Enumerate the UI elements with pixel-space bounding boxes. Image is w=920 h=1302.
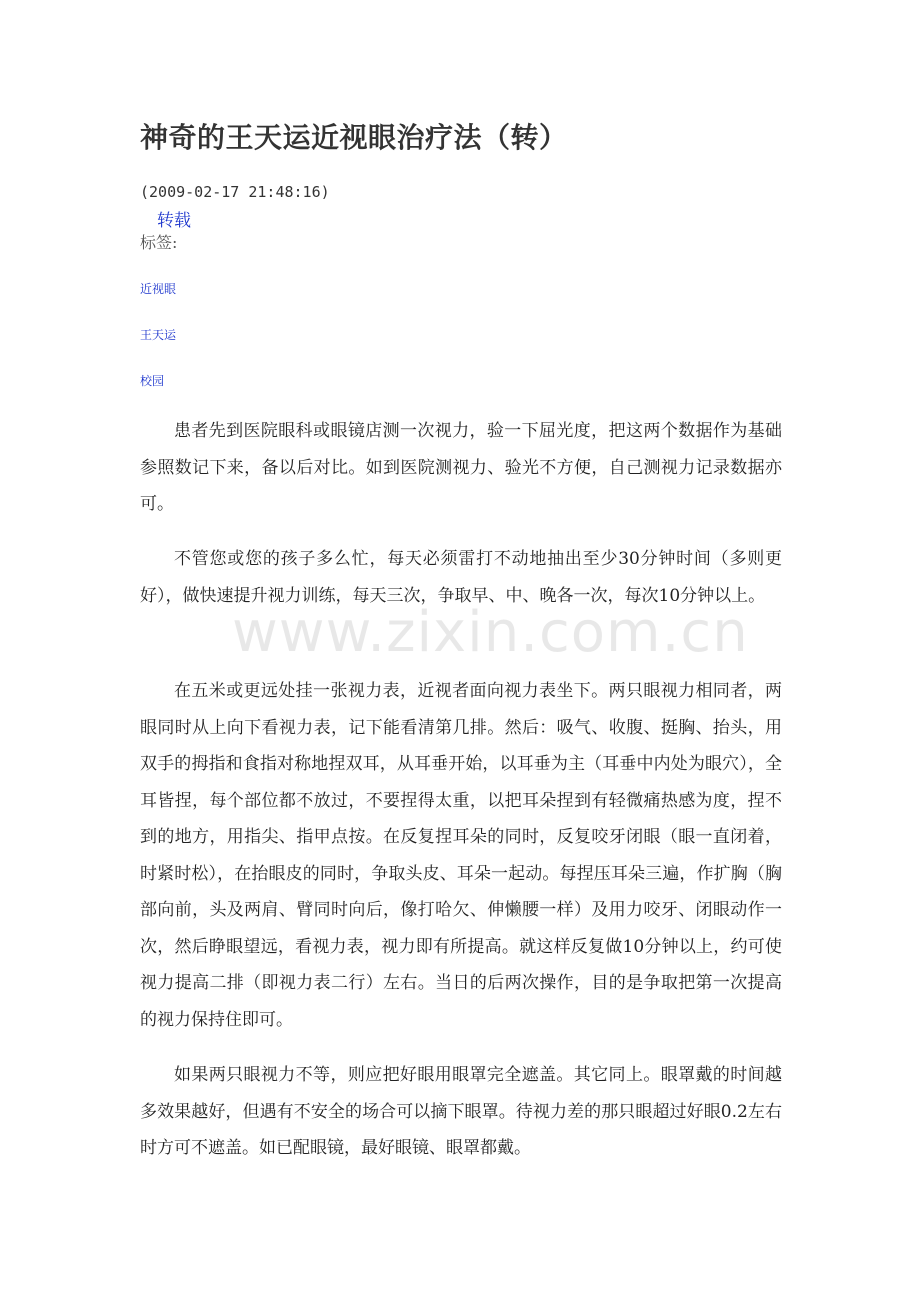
article-title: 神奇的王天运近视眼治疗法（转） xyxy=(140,121,568,154)
article-paragraph-1: 患者先到医院眼科或眼镜店测一次视力，验一下屈光度，把这两个数据作为基础参照数记下来，备以后对比。如到医院测视力、验光不方便，自己测视力记录数据亦可。 xyxy=(140,421,782,514)
tags-label: 标签: xyxy=(140,233,178,252)
article-paragraph-3: 在五米或更远处挂一张视力表，近视者面向视力表坐下。两只眼视力相同者，两眼同时从上向下看视力表，记下能看清第几排。然后：吸气、收腹、挺胸、抬头，用双手的拇指和食指对称地捏双耳，从耳垂开始，以耳垂为主（耳垂中内处为眼穴），全耳皆捏，每个部位都不放过，不要捏得太重，以把耳朵捏到有轻微痛热感为度，捏不到的地方，用指尖、指甲点按。在反复捏耳朵的同时，反复咬牙闭眼（眼一直闭着，时紧时松），在抬眼皮的同时，争取头皮、耳朵一起动。每捏压耳朵三遍，作扩胸（胸部向前，头及两肩、臂同时向后，像打哈欠、伸懒腰一样）及用力咬牙、闭眼动作一次，然后睁眼望远，看视力表，视力即有所提高。就这样反复做10分钟以上，约可使视力提高二排（即视力表二行）左右。当日的后两次操作，目的是争取把第一次提高的视力保持住即可。 xyxy=(140,681,782,1030)
tag-link-myopia[interactable]: 近视眼 xyxy=(140,282,177,296)
tag-link-campus[interactable]: 校园 xyxy=(140,374,165,388)
post-date: (2009-02-17 21:48:16) xyxy=(140,183,330,201)
watermark: www.zixin.com.cn xyxy=(232,600,749,665)
repost-link[interactable]: 转载 xyxy=(157,211,191,231)
article-paragraph-2: 不管您或您的孩子多么忙，每天必须雷打不动地抽出至少30分钟时间（多则更好），做快速提升视力训练，每天三次，争取早、中、晚各一次，每次10分钟以上。 xyxy=(140,549,782,606)
tag-link-wang-tianyun[interactable]: 王天运 xyxy=(140,328,177,342)
article-paragraph-4: 如果两只眼视力不等，则应把好眼用眼罩完全遮盖。其它同上。眼罩戴的时间越多效果越好，但遇有不安全的场合可以摘下眼罩。待视力差的那只眼超过好眼0.2左右时方可不遮盖。如已配眼镜，最好眼镜、眼罩都戴。 xyxy=(140,1065,782,1158)
